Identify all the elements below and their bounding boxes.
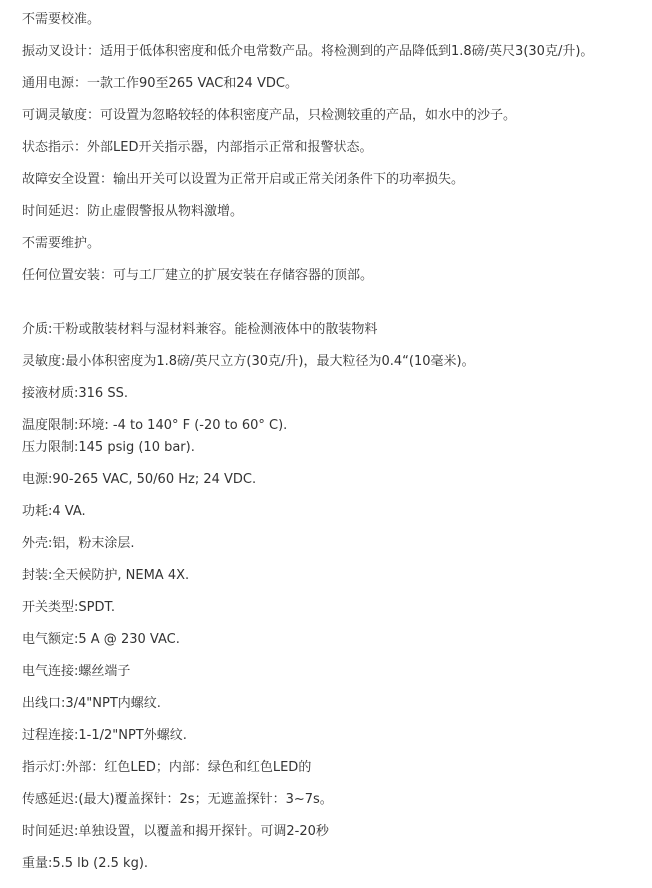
spec-line: 封装:全天候防护, NEMA 4X. — [22, 568, 190, 583]
feature-line: 任何位置安装：可与工厂建立的扩展安装在存储容器的顶部。 — [22, 268, 374, 283]
feature-line: 可调灵敏度：可设置为忽略较轻的体积密度产品，只检测较重的产品，如水中的沙子。 — [22, 108, 517, 123]
spec-line: 传感延迟:(最大)覆盖探针：2s；无遮盖探针：3~7s。 — [22, 792, 333, 807]
spec-line: 接液材质:316 SS. — [22, 386, 128, 401]
spec-line: 开关类型:SPDT. — [22, 600, 116, 615]
spec-line: 温度限制:环境: -4 to 140° F (-20 to 60° C). — [22, 418, 288, 433]
spec-line: 功耗:4 VA. — [22, 504, 86, 519]
spec-line: 外壳:铝，粉末涂层. — [22, 536, 135, 551]
feature-line: 状态指示：外部LED开关指示器，内部指示正常和报警状态。 — [22, 140, 373, 155]
spec-line: 时间延迟:单独设置，以覆盖和揭开探针。可调2-20秒 — [22, 824, 329, 839]
spec-line: 电气连接:螺丝端子 — [22, 664, 131, 679]
spec-line: 灵敏度:最小体积密度为1.8磅/英尺立方(30克/升)，最大粒径为0.4“(10毫米)。 — [22, 354, 475, 369]
spec-line: 电源:90-265 VAC, 50/60 Hz; 24 VDC. — [22, 472, 257, 487]
feature-line: 通用电源：一款工作90至265 VAC和24 VDC。 — [22, 76, 298, 91]
spec-line: 指示灯:外部：红色LED；内部：绿色和红色LED的 — [22, 760, 312, 775]
feature-line: 振动叉设计：适用于低体积密度和低介电常数产品。将检测到的产品降低到1.8磅/英尺3(30克/升)。 — [22, 44, 594, 59]
feature-line: 不需要校准。 — [22, 12, 101, 27]
feature-line: 不需要维护。 — [22, 236, 101, 251]
spec-line: 重量:5.5 lb (2.5 kg). — [22, 856, 149, 871]
spec-line: 过程连接:1-1/2"NPT外螺纹. — [22, 728, 187, 743]
feature-line: 时间延迟：防止虚假警报从物料激增。 — [22, 204, 244, 219]
spec-line: 压力限制:145 psig (10 bar). — [22, 440, 195, 455]
spec-line: 出线口:3/4"NPT内螺纹. — [22, 696, 161, 711]
spec-line: 介质:干粉或散装材料与湿材料兼容。能检测液体中的散装物料 — [22, 322, 378, 337]
spec-line: 电气额定:5 A @ 230 VAC. — [22, 632, 180, 647]
feature-line: 故障安全设置：输出开关可以设置为正常开启或正常关闭条件下的功率损失。 — [22, 172, 465, 187]
